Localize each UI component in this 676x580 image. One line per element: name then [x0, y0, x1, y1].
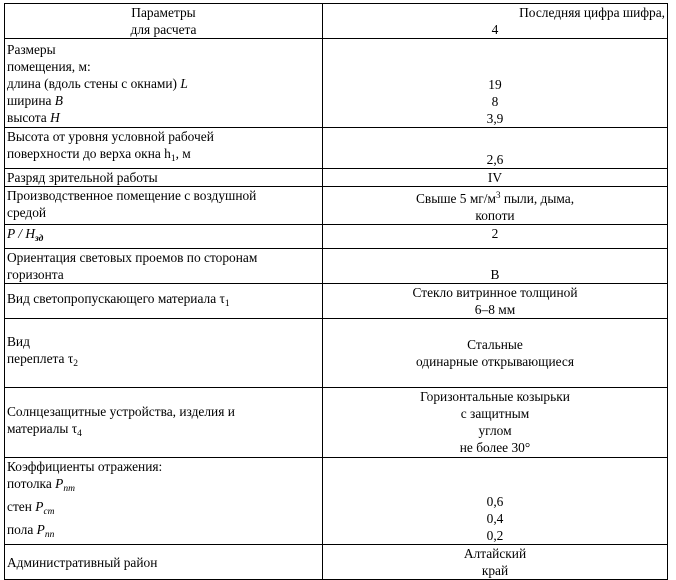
h1-label-line2 [7, 145, 320, 168]
refl-value-walls: 0,4 [486, 511, 504, 526]
table-row [5, 284, 668, 319]
header-right-cell [323, 4, 668, 39]
env-value-a: Свыше 5 мг/м [415, 191, 496, 206]
sun-value-line4: не более 30° [459, 440, 531, 455]
refl-label-ceiling [7, 475, 320, 498]
frame-label-cell [5, 319, 323, 388]
dims-value-length: 19 [488, 77, 502, 92]
dims-value-cell [323, 39, 668, 128]
header-row [5, 4, 668, 39]
refl-label-walls [7, 498, 320, 521]
sun-label-sub: 4 [77, 428, 82, 439]
dims-length-text: длина (вдоль стены с окнами) [7, 76, 181, 91]
frame-label-line1: Вид [7, 334, 30, 349]
dims-length-var: L [180, 76, 188, 91]
table-row [5, 319, 668, 388]
orient-label-cell [5, 249, 323, 284]
region-value-cell [323, 545, 668, 580]
frame-value-line1: Стальные [467, 337, 523, 352]
glass-value-line2: 6–8 мм [474, 302, 516, 317]
dims-value-width: 8 [491, 94, 499, 109]
dims-label-line1: Размеры [7, 42, 56, 57]
h1-label-text: поверхности до верха окна h [7, 146, 171, 161]
sun-value-cell [323, 388, 668, 458]
orient-value: В [323, 249, 668, 284]
env-label-cell [5, 187, 323, 225]
env-value-sup: 3 [496, 190, 501, 200]
table-row [5, 388, 668, 458]
dims-height-text: высота [7, 110, 51, 125]
table-row [5, 169, 668, 187]
refl-ceiling-sub: пт [63, 484, 75, 494]
frame-value-line2: одинарные открывающиеся [415, 354, 575, 369]
ratio-value: 2 [323, 225, 668, 249]
env-value-b: пыли, дыма, [500, 191, 575, 206]
refl-ceiling-var: P [55, 476, 64, 491]
ratio-label-sub: зд [35, 234, 44, 244]
sun-label-line1: Солнцезащитные устройства, изделия и [7, 403, 235, 419]
orient-label-line2: горизонта [7, 267, 64, 282]
table-row [5, 128, 668, 169]
frame-value-cell [323, 319, 668, 388]
refl-walls-text: стен [7, 499, 36, 514]
refl-floor-var: P [36, 522, 45, 537]
env-label-line2: средой [7, 205, 47, 220]
sun-value-line1: Горизонтальные козырьки [420, 389, 570, 404]
sun-value-line2: с защитным [460, 406, 530, 421]
refl-floor-text: пола [7, 522, 37, 537]
frame-label-sub: 2 [73, 359, 78, 369]
frame-label-line2 [7, 350, 320, 373]
table-row [5, 187, 668, 225]
refl-floor-sub: пп [44, 530, 55, 540]
glass-label-cell [5, 284, 323, 319]
grade-value: IV [323, 169, 668, 187]
frame-label-text: переплета τ [7, 351, 74, 366]
table-row [5, 39, 668, 128]
refl-label-cell [5, 458, 323, 545]
dims-value-height: 3,9 [486, 111, 504, 126]
refl-value-floor: 0,2 [486, 528, 504, 543]
h1-label-sub: 1 [170, 154, 176, 164]
sun-label-line2 [7, 420, 320, 443]
dims-label-line2: помещения, м: [7, 59, 91, 74]
refl-ceiling-text: потолка [7, 476, 56, 491]
dims-height-var: H [50, 110, 60, 125]
refl-label-floor [7, 521, 320, 544]
sun-value-line3: углом [478, 423, 512, 438]
dims-width-var: B [54, 93, 63, 108]
env-value-cell [323, 187, 668, 225]
orient-label-line1: Ориентация световых проемов по сторонам [7, 250, 258, 265]
header-left-line2: для расчета [130, 22, 197, 37]
h1-label-cell [5, 128, 323, 169]
env-label-line1: Производственное помещение с воздушной [7, 188, 257, 203]
refl-label-line1: Коэффициенты отражения: [7, 459, 163, 474]
refl-value-ceiling: 0,6 [486, 494, 504, 509]
sun-label-text: материалы τ [7, 420, 78, 436]
h1-label-tail: , м [175, 146, 191, 161]
glass-value-cell [323, 284, 668, 319]
dims-label-width [7, 92, 320, 109]
h1-label-line1: Высота от уровня условной рабочей [7, 129, 214, 144]
ratio-label-text: P / H [7, 226, 36, 241]
header-left-cell [5, 4, 323, 39]
dims-label-length [7, 75, 320, 92]
header-left-line1: Параметры [131, 5, 196, 20]
sun-label-cell [5, 388, 323, 458]
region-value-line1: Алтайский [463, 546, 527, 561]
header-right-line2: 4 [491, 22, 499, 37]
env-value-line1 [325, 187, 665, 207]
ratio-label-cell [5, 225, 323, 249]
header-right-line1: Последняя цифра шифра, [519, 5, 665, 20]
glass-value-line1: Стекло витринное толщиной [412, 285, 578, 300]
dims-label-cell [5, 39, 323, 128]
table-row [5, 458, 668, 545]
dims-label-height [7, 109, 320, 126]
h1-value-cell: 2,6 [323, 128, 668, 169]
table-row [5, 225, 668, 249]
region-label: Административный район [5, 545, 323, 580]
grade-label: Разряд зрительной работы [5, 169, 323, 187]
glass-label-text: Вид светопропускающего материала τ [7, 290, 225, 306]
table-row [5, 249, 668, 284]
table-row [5, 545, 668, 580]
parameters-table [4, 3, 668, 580]
glass-label-sub: 1 [224, 298, 230, 309]
region-value-line2: край [481, 563, 509, 578]
env-value-line2: копоти [475, 208, 515, 223]
refl-walls-sub: ст [43, 507, 55, 517]
refl-value-cell [323, 458, 668, 545]
refl-walls-var: P [35, 499, 44, 514]
dims-width-text: ширина [7, 93, 55, 108]
